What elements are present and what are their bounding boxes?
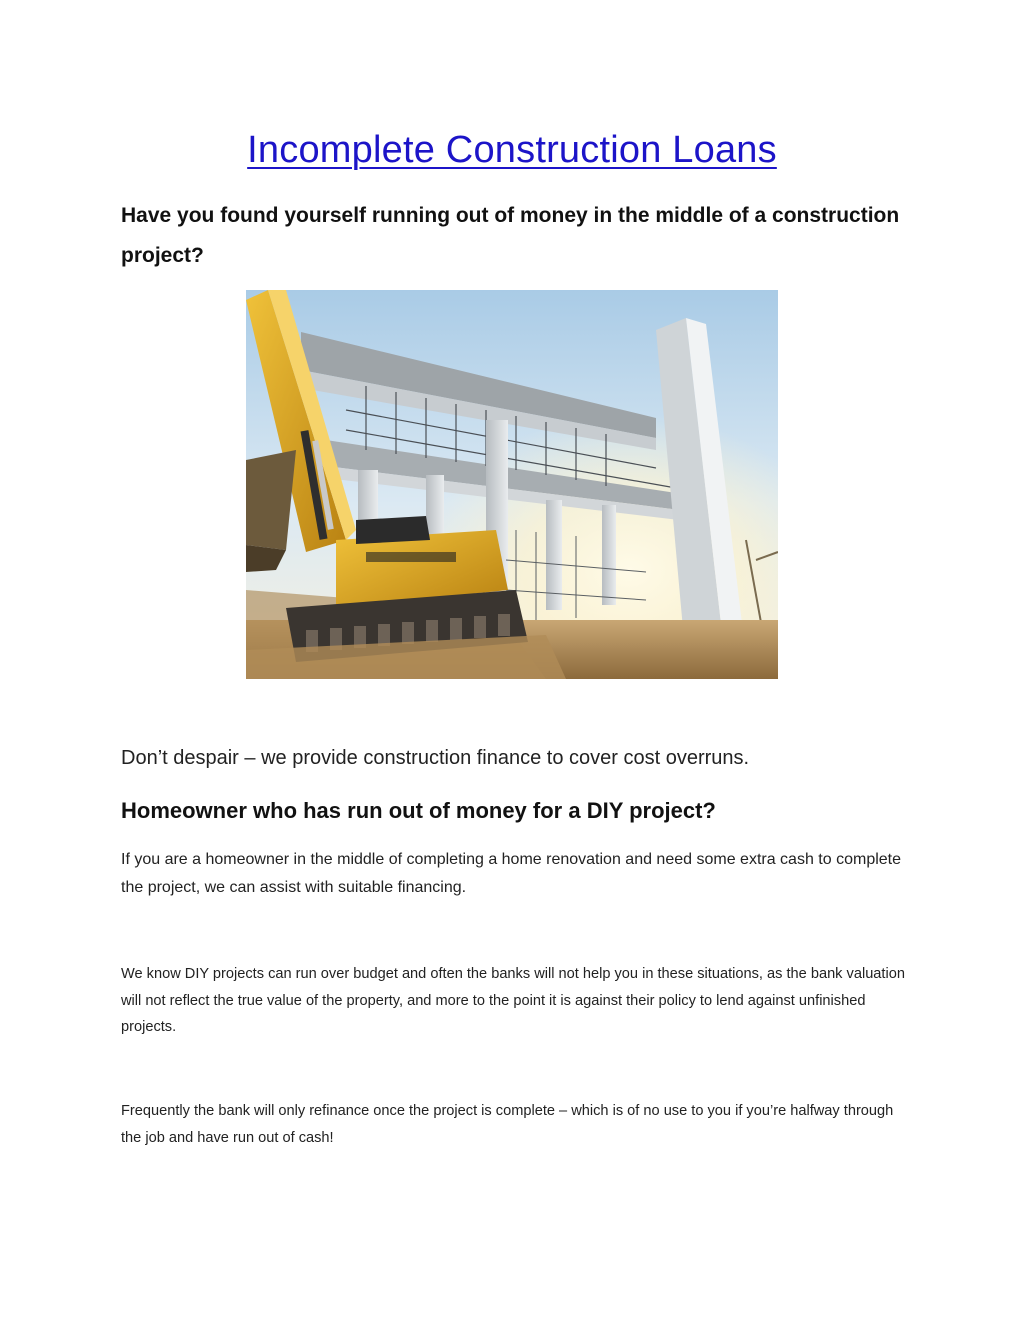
- lead-question: Have you found yourself running out of money in the middle of a construction project?: [121, 204, 900, 267]
- paragraph-homeowner: If you are a homeowner in the middle of completing a home renovation and need some extra cash to complete the project, we can assist with suitable financing.: [121, 851, 902, 896]
- paragraph-diy-budget: We know DIY projects can run over budget and often the banks will not help you in these situations, as the bank valuation will not reflect the true value of the property, and more to the point it is against their policy to lend against unfinished projects.: [121, 966, 905, 1035]
- homeowner-heading: Homeowner who has run out of money for a DIY project?: [121, 798, 716, 823]
- page-title: [0, 120, 1024, 180]
- paragraph-refinance: Frequently the bank will only refinance once the project is complete – which is of no use to you if you’re halfway through the job and have run out of cash!: [121, 1103, 894, 1146]
- construction-photo-illustration: [246, 290, 778, 679]
- construction-site-photo: [246, 290, 778, 679]
- title-link[interactable]: Incomplete Construction Loans: [247, 129, 777, 171]
- despair-line: Don’t despair – we provide construction finance to cover cost overruns.: [121, 747, 750, 769]
